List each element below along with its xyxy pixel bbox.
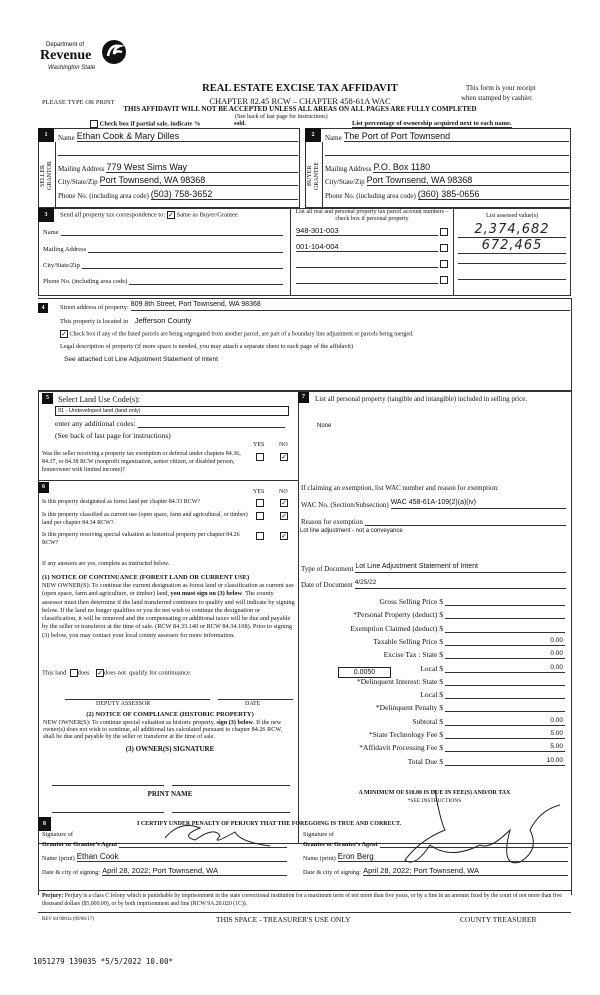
logo-line1: Department of (46, 42, 85, 48)
see-back-note: (See back of last page for instructions) (55, 431, 171, 440)
tax-line (335, 597, 565, 606)
personal-property-label: List all personal property (tangible and intangible) included in selling price. (315, 395, 528, 403)
tax-line-value[interactable]: 5.00 (445, 730, 565, 739)
divider (322, 142, 323, 208)
section-6-question: Is this property designated as forest land per chapter 84.33 RCW? (42, 499, 201, 505)
reason-label: Reason for exemption (301, 518, 363, 526)
section-6-question: Is this property classified as current use (open space, farm and agricultural, or timber) land per chapter 84.34 RCW? (42, 512, 248, 526)
tax-line (335, 757, 565, 766)
land-use-label: Select Land Use Code(s): (58, 395, 140, 404)
divider (38, 480, 298, 481)
notice-compliance-title: (2) NOTICE OF COMPLIANCE (HISTORIC PROPERTY) (86, 711, 254, 718)
logo-line2: Revenue (40, 48, 92, 63)
legal-description-label: Legal description of property (if more space is needed, you may attach a separate sheet to each page of the affidavit) (60, 343, 354, 350)
grantee-signature-label: Signature of (303, 831, 334, 838)
tax-line-value[interactable]: 0.00 (445, 717, 565, 726)
doc-type-field[interactable]: Lot Line Adjustment Statement of Intent (355, 563, 566, 573)
tax-line-label: Exemption Claimed (deduct) $ (350, 623, 443, 633)
deputy-assessor-line[interactable] (65, 699, 210, 700)
divider (290, 208, 291, 296)
grantor-name-label: Name (print) (42, 855, 75, 862)
land-use-select[interactable]: 91 - Undeveloped land (land only) (55, 406, 289, 416)
owner-signature-line-2[interactable] (172, 785, 290, 786)
notice-continuance-text (42, 582, 295, 640)
buyer-name-field[interactable]: The Port of Port Townsend (344, 131, 569, 142)
no-header: NO (279, 442, 288, 448)
notice2-bold: sign (3) below (216, 719, 253, 726)
does-not-label: does not (104, 669, 126, 677)
parcel-number-field[interactable] (296, 274, 438, 284)
segregated-label: Check box if any of the listed parcels are being segregated from another parcel, are part of a boundary line adjustment or parcels being merged. (69, 331, 414, 338)
send-label: Send all property tax correspondence to: (60, 211, 166, 219)
county-field[interactable]: Jefferson County (134, 316, 192, 325)
tax-line-label: *Delinquent Penalty $ (375, 703, 443, 713)
tax-line-label: Total Due $ (407, 756, 443, 766)
street-label: Street address of property: (60, 304, 129, 311)
seller-name-field[interactable]: Ethan Cook & Mary Dilles (77, 131, 298, 142)
receipt-stamp: 1051279 139035 *5/5/2022 10.00* (33, 957, 173, 966)
divider (38, 890, 571, 891)
grantor-signature-label: Signature of (42, 831, 73, 838)
segregated-checkbox[interactable]: ✓ (61, 330, 67, 338)
grantee-date-label: Date & city of signing: (303, 869, 362, 876)
certification-statement: I CERTIFY UNDER PENALTY OF PERJURY THAT THE FOREGOING IS TRUE AND CORRECT. (137, 821, 402, 827)
name-label: Name (58, 134, 75, 142)
phone-label: Phone No. (including area code) (325, 192, 416, 200)
doc-type-label: Type of Document (301, 565, 354, 573)
does-not-checkbox[interactable]: ✓ (97, 669, 103, 677)
does-label: does (77, 669, 90, 677)
buyer-city-field[interactable]: Port Townsend, WA 98368 (367, 175, 569, 186)
see-instructions-note: *SEE INSTRUCTIONS (407, 798, 462, 804)
city-label: City/State/Zip (325, 178, 365, 186)
tax-line (335, 743, 565, 752)
sold-label: sold. (234, 121, 246, 127)
personal-property-field[interactable]: None (317, 423, 332, 429)
additional-codes-label: enter any additional codes: (55, 419, 136, 428)
tax-line-value[interactable] (445, 597, 565, 606)
divider (453, 208, 454, 296)
personal-property-checkbox[interactable] (440, 228, 448, 236)
qualify-label: qualify for continuance. (129, 669, 192, 677)
section-4-number: 4 (38, 303, 48, 313)
question-yes-checkbox[interactable] (256, 499, 264, 507)
tax-line-label: *Delinquent Interest: State $ (356, 676, 443, 686)
doc-date-label: Date of Document (301, 581, 353, 589)
grantor-name-field[interactable]: Ethan Cook (77, 852, 287, 862)
completion-warning: THIS AFFIDAVIT WILL NOT BE ACCEPTED UNLESS ALL AREAS ON ALL PAGES ARE FULLY COMPLETED (123, 105, 477, 113)
see-back-note: (See back of last page for instructions) (235, 114, 328, 120)
tax-line-value[interactable] (445, 610, 565, 619)
correspondence-address-field[interactable] (88, 243, 283, 253)
exemption-claim-label: If claiming an exemption, list WAC number and reason for exemption: (301, 484, 499, 492)
tax-line-label: *Affidavit Processing Fee $ (359, 743, 443, 753)
yes-header: YES (253, 442, 265, 448)
tax-line-value[interactable] (445, 624, 565, 633)
tax-line (335, 703, 565, 712)
notice-compliance-text (43, 719, 295, 740)
form-revision: REV 84 0001a (09/06/17) (42, 917, 94, 922)
wac-label: WAC No. (Section/Subsection) (301, 501, 389, 509)
assessed-value-field[interactable] (458, 254, 566, 264)
correspondence-name-field[interactable] (61, 226, 283, 236)
section-6-number: 6 (38, 482, 49, 493)
phone-label: Phone No. (including area code) (43, 278, 128, 285)
owner-signature-line[interactable] (52, 785, 164, 786)
date-line[interactable] (218, 699, 293, 700)
personal-property-checkbox[interactable] (440, 276, 448, 284)
question-yes-checkbox[interactable] (256, 512, 264, 520)
reason-line (365, 516, 566, 526)
divider (55, 142, 56, 208)
no-header: NO (279, 489, 288, 495)
address-label: Mailing Address (43, 246, 87, 253)
county-row (60, 316, 191, 325)
notice1-text-a: NEW OWNER(S): To continue the current designation as forest land or classification as current use (open space, farm and agriculture, or timber) land, (42, 582, 294, 598)
tax-line-value[interactable]: 0.00 (445, 650, 565, 659)
seller-phone-field[interactable]: (503) 758-3652 (151, 189, 298, 200)
tax-line (335, 664, 565, 673)
grantor-date-label: Date & city of signing: (42, 869, 101, 876)
does-checkbox[interactable] (70, 669, 78, 677)
continuance-row (42, 669, 191, 677)
grantor-signature (160, 818, 280, 854)
assessed-value-field[interactable]: 672,465 (458, 238, 566, 254)
tax-line (335, 624, 565, 633)
print-name-line-2[interactable] (172, 812, 290, 813)
this-land-label: This land (42, 669, 67, 677)
additional-codes-field[interactable] (138, 418, 285, 428)
county-label: This property is located in (60, 318, 129, 325)
street-address-field[interactable]: 809 8th Street, Port Townsend, WA 98368 (131, 301, 570, 311)
parcel-row (296, 274, 438, 284)
buyer-name-line-2[interactable] (325, 146, 569, 156)
tax-line-label: Subtotal $ (412, 716, 443, 726)
dor-logo (40, 38, 135, 86)
address-label: Mailing Address (58, 165, 105, 173)
section-8-badge (38, 817, 51, 831)
seller-city-field[interactable]: Port Townsend, WA 98368 (100, 175, 298, 186)
seller-grantor-label: SELLER GRANTOR (40, 161, 53, 191)
partial-sale-label: Check box if partial sale, indicate % (99, 120, 201, 128)
grantee-name-label: Name (print) (303, 855, 336, 862)
personal-property-checkbox[interactable] (440, 260, 448, 268)
section-7-number: 7 (298, 392, 309, 403)
tax-line-value[interactable] (445, 703, 565, 712)
perjury-notice (42, 893, 570, 908)
parcel-number-field[interactable]: 948-301-003 (296, 226, 438, 236)
parcel-row (296, 242, 438, 252)
section-2-number: 2 (305, 128, 321, 142)
city-label: City/State/Zip (43, 262, 80, 269)
phone-label: Phone No. (including area code) (58, 192, 149, 200)
county-treasurer-label: COUNTY TREASURER (460, 915, 537, 924)
receipt-note: This form is your receipt (466, 84, 536, 92)
exemption-no-checkbox[interactable]: ✓ (281, 453, 287, 461)
perjury-bold: Perjury: (42, 893, 64, 899)
seller-address-field[interactable]: 779 West Sims Way (106, 162, 298, 173)
parcel-number-field[interactable] (296, 258, 438, 268)
parcel-header: List all real and personal property tax parcel account numbers – check box if personal property (295, 209, 449, 222)
legal-description-field[interactable]: See attached Lot Line Adjustment Statement of Intent (64, 356, 218, 363)
grantee-name-field[interactable]: Eron Berg (338, 852, 568, 862)
tax-line (335, 637, 565, 646)
tax-line-value[interactable] (445, 690, 565, 699)
question-no-checkbox[interactable]: ✓ (281, 512, 287, 520)
tax-line-value[interactable]: 5.00 (445, 743, 565, 752)
question-yes-checkbox[interactable] (256, 532, 264, 540)
wave-logo-icon (100, 38, 128, 66)
parcel-row (296, 258, 438, 268)
tax-line-label: *Personal Property (deduct) $ (353, 610, 443, 620)
logo-line3: Washington State (48, 65, 96, 71)
wac-field[interactable]: WAC 458-61A-109(2)(a)(iv) (391, 499, 566, 509)
yes-header: YES (253, 489, 265, 495)
question-no-checkbox[interactable]: ✓ (281, 532, 287, 540)
ownership-note: List percentage of ownership acquired next to each name. (352, 120, 512, 127)
local-rate-field[interactable]: 0.0050 (338, 667, 391, 678)
exemption-question: Was the seller receiving a property tax exemption or deferral under chapters 84.36, 84.37, or 84.38 RCW (nonprofit organization, senior citizen, or disabled person, homeowner with limited income)? (42, 451, 241, 473)
name-label: Name (325, 134, 342, 142)
buyer-grantee-label: BUYER GRANTEE (307, 162, 320, 190)
grantor-date-field[interactable]: April 28, 2022; Port Townsend, WA (102, 866, 287, 876)
form-chapter: CHAPTER 82.45 RCW – CHAPTER 458-61A WAC (209, 96, 391, 106)
receipt-note-2: when stamped by cashier. (461, 94, 533, 102)
tax-line (335, 730, 565, 739)
deputy-assessor-label: DEPUTY ASSESSOR (96, 701, 151, 707)
assessed-value-field[interactable] (458, 270, 566, 280)
same-as-buyer-label: Same as Buyer/Grantee (176, 211, 238, 219)
date-label: DATE (245, 701, 261, 707)
name-label: Name (43, 229, 59, 236)
divider (38, 298, 571, 299)
notice1-text-b: . The county assessor must then determine if the land transferred continues to qualify and will indicate by signing below. If the land no longer qualifies or you do not wish to continue the designation or classification, it will be removed and the compensating or additional taxes will be due and payable by the seller or transferor at the time of sale. (RCW 84.33.140 or RCW 84.34.108). Prior to signing (3) below, you may contact your local county assessor for more information. (42, 590, 295, 639)
tax-line-label: Local $ (420, 690, 443, 700)
tax-line-value[interactable] (445, 677, 565, 686)
print-name-label: PRINT NAME (147, 790, 193, 798)
personal-property-checkbox[interactable] (440, 244, 448, 252)
grantee-agent-label: Grantee or Grantee's Agent (303, 841, 378, 848)
type-or-print: PLEASE TYPE OR PRINT (42, 99, 115, 106)
exemption-yes-checkbox[interactable] (256, 453, 264, 461)
buyer-address-field[interactable]: P.O. Box 1180 (373, 162, 569, 173)
assessed-value-field[interactable]: 2,374,682 (458, 222, 566, 238)
send-correspondence (60, 211, 238, 219)
divider (298, 390, 299, 843)
minimum-due-note: A MINIMUM OF $10.00 IS DUE IN FEE(S) AND/OR TAX (358, 790, 511, 796)
correspondence-phone-field[interactable] (129, 275, 283, 285)
if-yes-note: If any answers are yes, complete as instructed below. (42, 561, 170, 567)
section-5-number: 5 (42, 393, 53, 404)
notice1-bold: you must sign on (3) below (170, 590, 243, 598)
parcel-row (296, 226, 438, 236)
tax-line-label: Excise Tax : State $ (383, 650, 443, 660)
question-no-checkbox[interactable]: ✓ (281, 499, 287, 507)
section-1-number: 1 (38, 128, 54, 142)
notice2-text-b: . If the new owner(s) does not wish to continue, all additional tax calculated pursuant to chapter 84.26 RCW, shall be due and payable by the seller or transferor at the time of sale. (43, 719, 283, 740)
tax-line (335, 677, 565, 686)
assessed-header: List assessed value(s) (486, 213, 538, 219)
tax-line (335, 717, 565, 726)
tax-line-value[interactable]: 0.00 (445, 664, 565, 673)
tax-line-label: Gross Selling Price $ (379, 597, 443, 606)
divider (38, 912, 571, 913)
tax-line (335, 650, 565, 659)
grantor-agent-label: Grantor or Grantor's Agent (42, 841, 118, 848)
notice2-text-a: NEW OWNER(S): To continue special valuation as historic property, (43, 719, 215, 726)
tax-line-value[interactable]: 0.00 (445, 637, 565, 646)
treasurer-use-label: THIS SPACE - TREASURER'S USE ONLY (216, 915, 351, 924)
tax-line-value[interactable]: 10.00 (445, 757, 565, 766)
tax-line-label: *State Technology Fee $ (368, 730, 443, 739)
section-6-question: Is this property receiving special valuation as historical property per chapter 84.26 RCW? (42, 532, 240, 546)
address-label: Mailing Address (325, 165, 372, 173)
divider (571, 298, 572, 895)
correspondence-city-field[interactable] (82, 259, 283, 269)
doc-date-field[interactable]: 4/25/22 (355, 579, 566, 589)
tax-line-label: Taxable Selling Price $ (373, 636, 443, 646)
owner-signature-label: (3) OWNER(S) SIGNATURE (125, 745, 215, 753)
segregated-row (60, 330, 414, 338)
form-title: REAL ESTATE EXCISE TAX AFFIDAVIT (202, 83, 398, 94)
notice-continuance-title: (1) NOTICE OF CONTINUANCE (FOREST LAND OR CURRENT USE) (42, 574, 250, 581)
partial-sale-checkbox[interactable] (90, 120, 201, 128)
tax-line-label: Local $ (420, 663, 443, 673)
section-8-number-text: 8 (43, 821, 46, 827)
print-name-line[interactable] (52, 812, 164, 813)
city-label: City/State/Zip (58, 178, 98, 186)
perjury-text: Perjury is a class C felony which is punishable by imprisonment in the state correctional institution for a maximum term of not more than five years, or by a fine in an amount fixed by the court of not more than five thousand dollars ($5,000.00), or by both imprisonment and fine (RCW 9A.20.020 (1C)). (42, 893, 562, 907)
section-3-number: 3 (38, 208, 54, 222)
seller-name-line-2[interactable] (58, 146, 298, 156)
grantee-date-field[interactable]: April 28, 2022; Port Townsend, WA (363, 866, 568, 876)
buyer-phone-field[interactable]: (360) 385-0656 (418, 189, 569, 200)
same-as-buyer-checkbox[interactable]: ✓ (167, 211, 174, 219)
tax-line (335, 690, 565, 699)
tax-line (335, 610, 565, 619)
reason-field[interactable]: Lot line adjustment - not a conveyance (300, 528, 403, 534)
parcel-number-field[interactable]: 001-104-004 (296, 242, 438, 252)
